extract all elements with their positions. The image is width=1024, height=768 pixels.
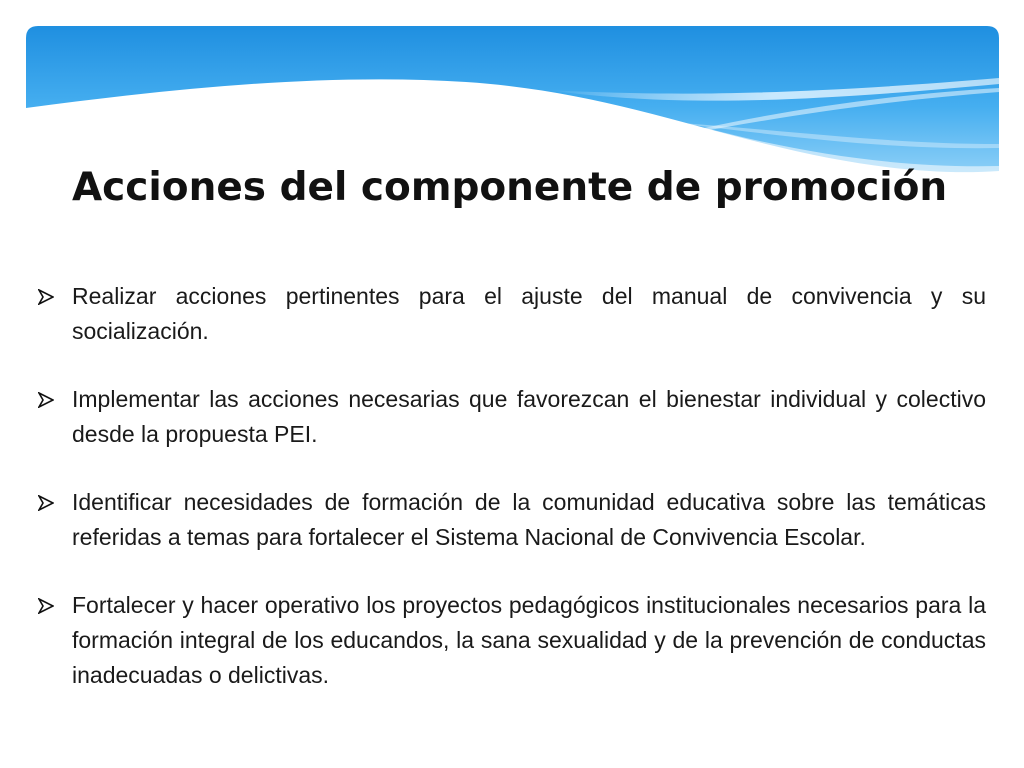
arrowhead-bullet-icon: [38, 392, 54, 408]
bullet-item: [38, 279, 986, 349]
bullet-item: [38, 485, 986, 555]
bullet-text: Implementar las acciones necesarias que favorezcan el bienestar individual y colectivo desde la propuesta PEI.: [72, 386, 986, 447]
bullet-text: Identificar necesidades de formación de la comunidad educativa sobre las temáticas referidas a temas para fortalecer el Sistema Nacional de Convivencia Escolar.: [72, 489, 986, 550]
bullet-list: [38, 279, 986, 726]
arrowhead-bullet-icon: [38, 495, 54, 511]
bullet-text: Realizar acciones pertinentes para el ajuste del manual de convivencia y su socialización.: [72, 283, 986, 344]
slide-title: Acciones del componente de promoción: [72, 165, 948, 210]
bullet-item: [38, 382, 986, 452]
arrowhead-bullet-icon: [38, 289, 54, 305]
arrowhead-bullet-icon: [38, 598, 54, 614]
bullet-item: [38, 588, 986, 693]
bullet-text: Fortalecer y hacer operativo los proyectos pedagógicos institucionales necesarios para la formación integral de los educandos, la sana sexualidad y de la prevención de conductas inadecuadas o delictivas.: [72, 592, 986, 688]
